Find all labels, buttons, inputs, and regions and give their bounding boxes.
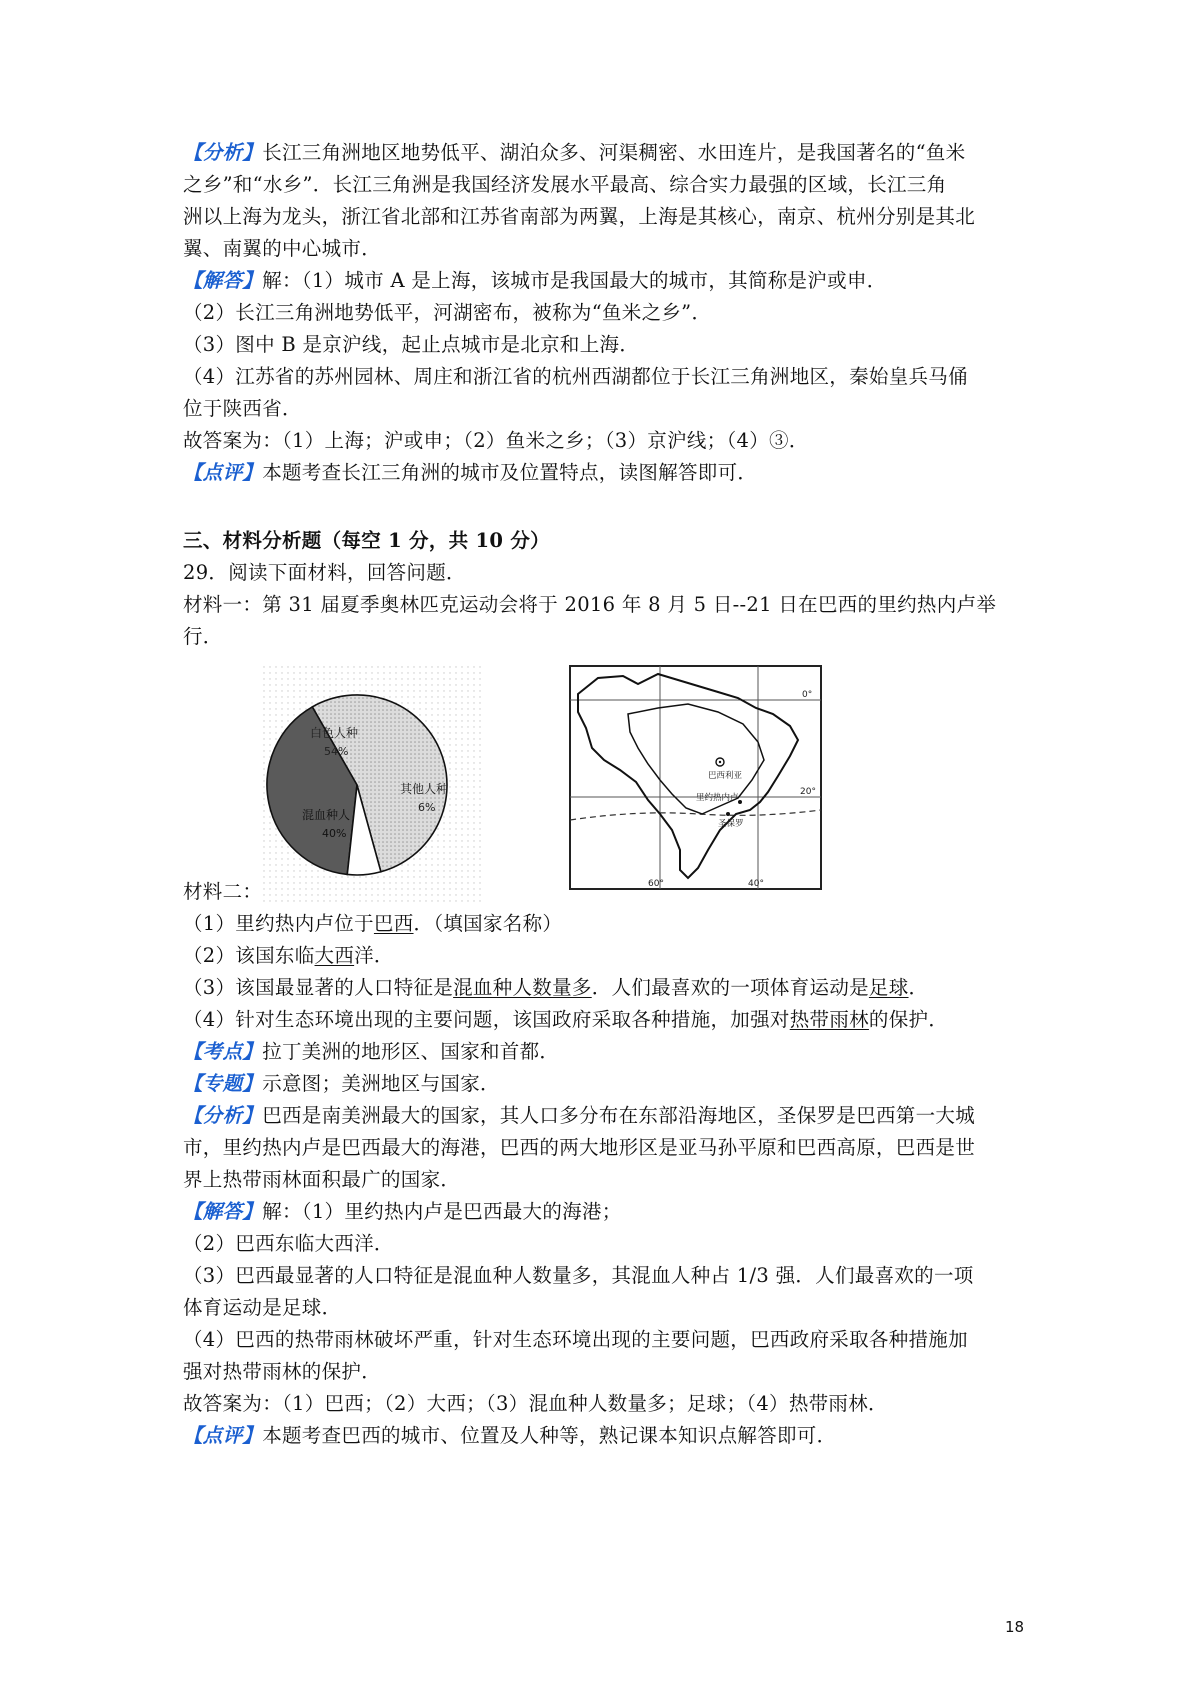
q3-prefix: （3）该国最显著的人口特征是 (183, 976, 454, 999)
final-answer: 故答案为：（1）巴西；（2）大西；（3）混血种人数量多；足球；（4）热带雨林． (183, 1392, 888, 1415)
lon-label-40: 40° (748, 879, 764, 889)
zhuanti-text: 示意图；美洲地区与国家． (262, 1072, 500, 1095)
q2-suffix: 洋． (354, 944, 394, 967)
analysis-line: 翼、南翼的中心城市． (183, 237, 382, 260)
q1-answer: 巴西 (373, 912, 414, 935)
comment-text: 本题考查长江三角洲的城市及位置特点，读图解答即可． (262, 461, 758, 484)
question-number: 29．阅读下面材料，回答问题． (183, 561, 466, 584)
kaodian-line (183, 1037, 559, 1067)
q3-middle: ．人们最喜欢的一项体育运动是 (591, 976, 869, 999)
answer-line: （3）图中 B 是京沪线，起止点城市是北京和上海． (183, 333, 640, 356)
answer-line: （4）巴西的热带雨林破坏严重，针对生态环境出现的主要问题，巴西政府采取各种措施加 (183, 1328, 968, 1351)
material-one-cont: 行． (183, 625, 223, 648)
answer-line: （3）巴西最显著的人口特征是混血种人数量多，其混血人种占 1/3 强．人们最喜欢的一项 (183, 1264, 974, 1287)
comment-tag: 【点评】 (183, 1424, 263, 1447)
section-heading: 三、材料分析题（每空 1 分，共 10 分） (183, 529, 550, 552)
q3-suffix: ． (908, 976, 929, 999)
lat-label-20: 20° (800, 787, 816, 797)
rio-marker (738, 800, 742, 804)
answer-line: （2）巴西东临大西洋． (183, 1232, 394, 1255)
kaodian-text: 拉丁美洲的地形区、国家和首都． (262, 1040, 560, 1063)
answer-line (183, 266, 887, 296)
q3-answer-1: 混血种人数量多 (453, 976, 592, 999)
analysis-line: 之乡”和“水乡”．长江三角洲是我国经济发展水平最高、综合实力最强的区域，长江三角 (183, 173, 947, 196)
page-number: 18 (1005, 1618, 1025, 1636)
pie-value-mixed: 40% (322, 827, 347, 840)
kaodian-tag: 【考点】 (183, 1040, 263, 1063)
q4-suffix: 的保护． (868, 1008, 949, 1031)
race-pie-chart (262, 665, 482, 905)
q3-answer-2: 足球 (868, 976, 909, 999)
answer-line: （2）长江三角洲地势低平，河湖密布，被称为“鱼米之乡”． (183, 301, 712, 324)
analysis-line (183, 138, 965, 168)
brazil-map (568, 664, 823, 891)
pie-label-mixed: 混血种人 (302, 808, 351, 822)
answer-line: 体育运动是足球． (183, 1296, 342, 1319)
analysis-line (183, 1101, 975, 1131)
q4-prefix: （4）针对生态环境出现的主要问题，该国政府采取各种措施，加强对 (183, 1008, 790, 1031)
analysis-tag: 【分析】 (183, 1104, 263, 1127)
pie-label-white: 白色人种 (310, 726, 359, 740)
q1-suffix: ．（填国家名称） (413, 912, 563, 935)
question-2 (183, 941, 394, 971)
answer-line (183, 1197, 622, 1227)
question-3 (183, 973, 928, 1003)
place-saopaulo: 圣保罗 (718, 819, 744, 829)
place-brasilia: 巴西利亚 (708, 771, 743, 781)
material-two: 材料二： (183, 880, 263, 903)
answer-text: 解：（1）城市 A 是上海，该城市是我国最大的城市，其简称是沪或申． (262, 269, 887, 292)
analysis-line: 洲以上海为龙头，浙江省北部和江苏省南部为两翼，上海是其核心，南京、杭州分别是其北 (183, 205, 976, 228)
comment-line (183, 1421, 836, 1451)
answer-tag: 【解答】 (183, 269, 263, 292)
final-answer: 故答案为：（1）上海；沪或申；（2）鱼米之乡；（3）京沪线；（4）③． (183, 429, 809, 452)
analysis-line: 界上热带雨林面积最广的国家． (183, 1168, 461, 1191)
answer-text: 解：（1）里约热内卢是巴西最大的海港； (262, 1200, 622, 1223)
comment-line (183, 458, 757, 488)
zhuanti-line (183, 1069, 500, 1099)
pie-value-other: 6% (418, 801, 436, 814)
question-1 (183, 909, 562, 939)
pie-label-other: 其他人种 (400, 782, 449, 796)
analysis-text: 长江三角洲地区地势低平、湖泊众多、河渠稠密、水田连片，是我国著名的“鱼米 (262, 141, 966, 164)
q2-answer: 大西 (314, 944, 355, 967)
lon-label-60: 60° (648, 879, 664, 889)
map-frame (570, 666, 821, 889)
capital-dot (719, 761, 721, 763)
comment-text: 本题考查巴西的城市、位置及人种等，熟记课本知识点解答即可． (262, 1424, 837, 1447)
analysis-tag: 【分析】 (183, 141, 263, 164)
saopaulo-marker (726, 812, 730, 816)
q2-prefix: （2）该国东临 (183, 944, 315, 967)
q4-answer: 热带雨林 (789, 1008, 869, 1031)
question-4 (183, 1005, 948, 1035)
answer-tag: 【解答】 (183, 1200, 263, 1223)
pie-value-white: 54% (324, 745, 349, 758)
answer-line: （4）江苏省的苏州园林、周庄和浙江省的杭州西湖都位于长江三角洲地区，秦始皇兵马俑 (183, 365, 968, 388)
lat-label-0: 0° (802, 690, 813, 700)
answer-line: 强对热带雨林的保护． (183, 1360, 382, 1383)
zhuanti-tag: 【专题】 (183, 1072, 263, 1095)
comment-tag: 【点评】 (183, 461, 263, 484)
analysis-line: 市，里约热内卢是巴西最大的海港，巴西的两大地形区是亚马孙平原和巴西高原，巴西是世 (183, 1136, 976, 1159)
answer-line: 位于陕西省． (183, 397, 302, 420)
analysis-text: 巴西是南美洲最大的国家，其人口多分布在东部沿海地区，圣保罗是巴西第一大城 (262, 1104, 976, 1127)
q1-prefix: （1）里约热内卢位于 (183, 912, 374, 935)
material-one: 材料一：第 31 届夏季奥林匹克运动会将于 2016 年 8 月 5 日--21 日在巴西的里约热内卢举 (183, 593, 997, 616)
place-rio: 里约热内卢 (696, 793, 739, 803)
